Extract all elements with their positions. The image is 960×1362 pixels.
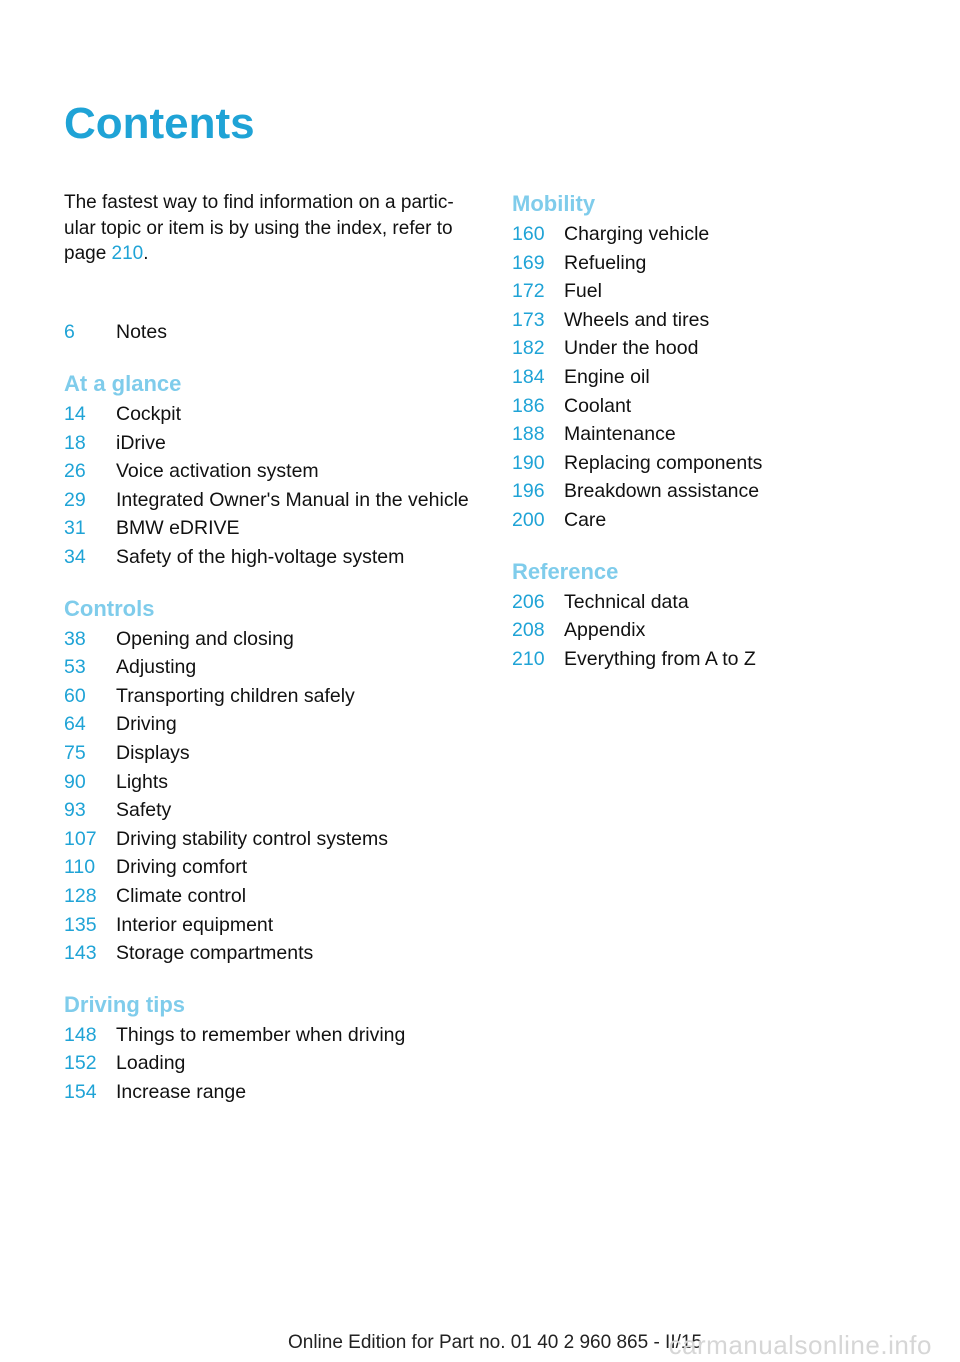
toc-entry[interactable] bbox=[512, 220, 932, 249]
toc-page-number[interactable]: 38 bbox=[64, 627, 86, 650]
toc-page-number[interactable]: 128 bbox=[64, 884, 97, 907]
toc-entry[interactable] bbox=[64, 514, 494, 543]
toc-entry[interactable] bbox=[512, 449, 932, 478]
notes-entry-block bbox=[64, 318, 494, 347]
toc-entry[interactable] bbox=[512, 645, 932, 674]
toc-entry[interactable] bbox=[512, 249, 932, 278]
toc-page-number[interactable]: 196 bbox=[512, 480, 545, 503]
toc-entry[interactable] bbox=[64, 882, 494, 911]
toc-page-number[interactable]: 169 bbox=[512, 251, 545, 274]
toc-entry-label[interactable]: Coolant bbox=[564, 394, 632, 417]
toc-entry-label[interactable]: Everything from A to Z bbox=[564, 647, 756, 670]
toc-page-number[interactable]: 26 bbox=[64, 460, 86, 483]
toc-section bbox=[512, 557, 932, 674]
toc-entry-label[interactable]: Refueling bbox=[564, 251, 647, 274]
toc-entry[interactable] bbox=[64, 457, 494, 486]
toc-entry-label[interactable]: Interior equipment bbox=[116, 913, 274, 936]
toc-right-column bbox=[512, 189, 932, 673]
footer-text: Online Edition for Part no. 01 40 2 960 865 - II/15 bbox=[287, 1332, 703, 1353]
toc-page-number[interactable]: 29 bbox=[64, 488, 86, 511]
toc-page-number[interactable]: 206 bbox=[512, 590, 545, 613]
intro-text: The fastest way to find information on a partic-ular topic or item is by using the index, refer to page bbox=[64, 192, 454, 264]
toc-section bbox=[512, 189, 932, 535]
toc-entry-label[interactable]: Maintenance bbox=[564, 423, 676, 446]
toc-entry[interactable] bbox=[64, 429, 494, 458]
toc-left-column bbox=[64, 369, 494, 1106]
section-heading: Driving tips bbox=[64, 991, 186, 1017]
toc-entry-label[interactable]: Care bbox=[564, 508, 607, 531]
toc-entry[interactable] bbox=[64, 682, 494, 711]
toc-page-number[interactable]: 190 bbox=[512, 451, 545, 474]
toc-entry-label[interactable]: Voice activation system bbox=[116, 460, 319, 483]
watermark: carmanualsonline.info bbox=[668, 1330, 932, 1360]
toc-entry-label[interactable]: Opening and closing bbox=[116, 627, 294, 650]
toc-entry[interactable] bbox=[64, 768, 494, 797]
toc-entry-label[interactable]: Replacing components bbox=[564, 451, 763, 474]
toc-page-number[interactable]: 34 bbox=[64, 545, 86, 568]
toc-entry-label[interactable]: Appendix bbox=[564, 619, 646, 642]
toc-entry-label[interactable]: Displays bbox=[116, 741, 190, 764]
toc-entry-label[interactable]: Under the hood bbox=[564, 337, 699, 360]
toc-entry-label[interactable]: Safety bbox=[116, 799, 172, 822]
toc-entry-label[interactable]: Driving stability control systems bbox=[116, 827, 388, 850]
toc-entry-label[interactable]: Breakdown assistance bbox=[564, 480, 760, 503]
toc-page-number[interactable]: 208 bbox=[512, 619, 545, 642]
toc-section bbox=[64, 594, 494, 968]
toc-entry[interactable] bbox=[512, 306, 932, 335]
toc-entry[interactable] bbox=[64, 911, 494, 940]
toc-entry-label[interactable]: Lights bbox=[116, 770, 169, 793]
toc-page-number[interactable]: 135 bbox=[64, 913, 97, 936]
toc-page-number[interactable]: 6 bbox=[64, 321, 75, 343]
toc-entry-label[interactable]: Increase range bbox=[116, 1080, 247, 1103]
toc-page-number[interactable]: 186 bbox=[512, 394, 545, 417]
toc-entry[interactable] bbox=[512, 392, 932, 421]
toc-entry-label[interactable]: Cockpit bbox=[116, 403, 182, 425]
toc-entry[interactable] bbox=[64, 1078, 494, 1107]
toc-page-number[interactable]: 172 bbox=[512, 280, 545, 303]
toc-page-number[interactable]: 148 bbox=[64, 1023, 97, 1046]
toc-entry-label[interactable]: Notes bbox=[116, 321, 167, 343]
toc-entry-label[interactable]: BMW eDRIVE bbox=[116, 517, 240, 540]
toc-entry-label[interactable]: Things to remember when driving bbox=[116, 1023, 406, 1046]
toc-page-number[interactable]: 188 bbox=[512, 423, 545, 446]
toc-entry[interactable] bbox=[512, 616, 932, 645]
toc-page-number[interactable]: 18 bbox=[64, 431, 86, 454]
toc-page-number[interactable]: 184 bbox=[512, 365, 545, 388]
toc-entry-label[interactable]: Fuel bbox=[564, 280, 602, 303]
toc-page-number[interactable]: 31 bbox=[64, 517, 86, 540]
toc-page-number[interactable]: 90 bbox=[64, 770, 86, 793]
section-heading: At a glance bbox=[64, 371, 182, 396]
toc-entry[interactable] bbox=[512, 334, 932, 363]
toc-entry[interactable] bbox=[64, 543, 494, 572]
toc-page-number[interactable]: 143 bbox=[64, 942, 97, 965]
toc-page-number[interactable]: 210 bbox=[512, 647, 545, 670]
toc-entry[interactable] bbox=[512, 477, 932, 506]
toc-entry-label[interactable]: Driving bbox=[116, 713, 177, 736]
toc-page-number[interactable]: 200 bbox=[512, 508, 545, 531]
toc-entry[interactable] bbox=[512, 420, 932, 449]
toc-page-number[interactable]: 93 bbox=[64, 799, 86, 822]
intro-paragraph bbox=[64, 190, 484, 267]
toc-entry[interactable] bbox=[512, 588, 932, 617]
toc-entry[interactable] bbox=[512, 363, 932, 392]
section-heading: Controls bbox=[64, 595, 155, 621]
toc-page-number[interactable]: 110 bbox=[64, 856, 96, 879]
toc-entry-label[interactable]: Loading bbox=[116, 1052, 186, 1075]
toc-entry-label[interactable]: Storage compartments bbox=[116, 942, 314, 965]
toc-section bbox=[64, 990, 494, 1107]
toc-page-number[interactable]: 182 bbox=[512, 337, 545, 360]
toc-page-number[interactable]: 60 bbox=[64, 684, 86, 707]
toc-entry-label[interactable]: Driving comfort bbox=[116, 856, 248, 879]
toc-entry[interactable] bbox=[64, 625, 494, 654]
toc-entry[interactable] bbox=[64, 796, 494, 825]
toc-entry[interactable] bbox=[64, 739, 494, 768]
toc-page-number[interactable]: 152 bbox=[64, 1052, 97, 1075]
toc-entry-label[interactable]: iDrive bbox=[116, 431, 166, 454]
toc-page-number[interactable]: 173 bbox=[512, 308, 545, 331]
toc-section bbox=[64, 369, 494, 572]
toc-entry-label[interactable]: Safety of the high-voltage system bbox=[116, 545, 405, 568]
toc-page-number[interactable]: 154 bbox=[64, 1080, 97, 1103]
section-heading: Reference bbox=[512, 558, 619, 584]
toc-entry-label[interactable]: Adjusting bbox=[116, 656, 197, 679]
toc-entry-label[interactable]: Wheels and tires bbox=[564, 308, 710, 331]
section-heading: Mobility bbox=[512, 191, 596, 216]
toc-page-number[interactable]: 75 bbox=[64, 741, 86, 764]
index-page-link[interactable]: 210 bbox=[111, 243, 144, 264]
toc-page-number[interactable]: 64 bbox=[64, 713, 86, 736]
toc-entry[interactable] bbox=[64, 710, 494, 739]
toc-page-number[interactable]: 107 bbox=[64, 827, 97, 850]
toc-entry-label[interactable]: Transporting children safely bbox=[116, 684, 355, 707]
toc-entry[interactable] bbox=[64, 1021, 494, 1050]
page-title: Contents bbox=[64, 99, 255, 148]
toc-entry[interactable] bbox=[64, 400, 494, 429]
intro-end: . bbox=[143, 243, 149, 264]
toc-entry[interactable] bbox=[512, 506, 932, 535]
toc-entry[interactable] bbox=[64, 853, 494, 882]
toc-entry[interactable] bbox=[512, 277, 932, 306]
toc-entry-label[interactable]: Integrated Owner's Manual in the vehicle bbox=[116, 488, 469, 511]
toc-entry-label[interactable]: Engine oil bbox=[564, 365, 650, 388]
toc-entry-notes[interactable] bbox=[64, 318, 494, 347]
toc-entry[interactable] bbox=[64, 653, 494, 682]
toc-entry-label[interactable]: Charging vehicle bbox=[564, 223, 710, 245]
toc-entry-label[interactable]: Climate control bbox=[116, 884, 247, 907]
toc-entry[interactable] bbox=[64, 825, 494, 854]
toc-page-number[interactable]: 160 bbox=[512, 223, 545, 245]
toc-entry[interactable] bbox=[64, 486, 494, 515]
toc-entry[interactable] bbox=[64, 1049, 494, 1078]
toc-entry-label[interactable]: Technical data bbox=[564, 590, 689, 613]
toc-page-number[interactable]: 14 bbox=[64, 403, 86, 425]
toc-entry[interactable] bbox=[64, 939, 494, 968]
toc-page-number[interactable]: 53 bbox=[64, 656, 86, 679]
